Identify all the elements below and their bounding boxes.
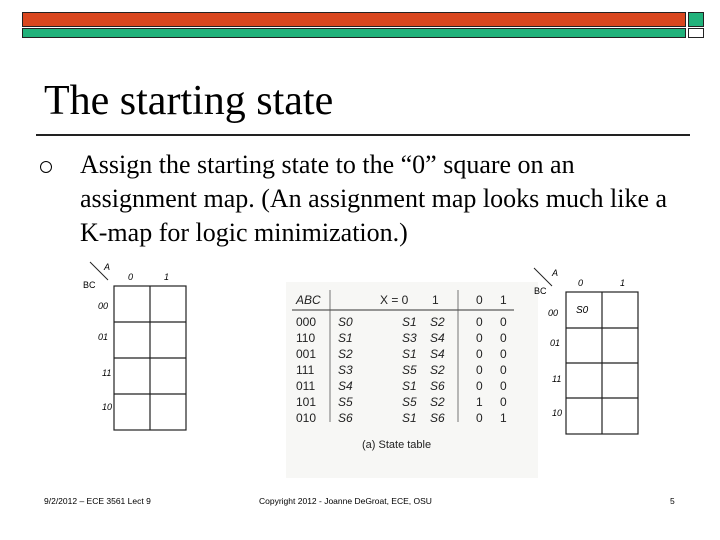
kmap-left-corner-top: A [104, 262, 111, 272]
header-square-white [688, 28, 704, 38]
table-cell-code: 000 [296, 315, 317, 329]
kmap-right-row-1: 01 [550, 338, 561, 348]
table-cell-z1: 0 [500, 331, 507, 345]
footer-date-lecture: 9/2/2012 – ECE 3561 Lect 9 [44, 496, 151, 506]
table-header-1: 1 [432, 293, 439, 307]
kmap-left-row-3: 10 [102, 402, 113, 412]
table-cell-next1: S2 [430, 363, 445, 377]
kmap-right-corner-top: A [552, 268, 559, 278]
table-header-z1: 1 [500, 293, 507, 307]
kmap-right-row-2: 11 [552, 374, 562, 384]
kmap-right-cell-s0: S0 [576, 305, 589, 316]
table-cell-z1: 0 [500, 315, 507, 329]
table-cell-state: S1 [338, 331, 353, 345]
slide-title: The starting state [44, 78, 334, 124]
table-header-x0: X = 0 [380, 293, 409, 307]
kmap-right-row-0: 00 [548, 308, 559, 318]
table-cell-z1: 0 [500, 395, 507, 409]
kmap-left-col-1: 1 [164, 272, 170, 282]
kmap-left [78, 258, 190, 434]
table-cell-next1: S2 [430, 315, 445, 329]
table-cell-z0: 0 [476, 363, 483, 377]
table-cell-z1: 0 [500, 379, 507, 393]
table-cell-state: S6 [338, 411, 353, 425]
state-table [286, 282, 538, 478]
bullet-text: Assign the starting state to the “0” square on an assignment map. (An assignment map looks much like a K-map for logic minimization.) [80, 150, 668, 247]
table-caption: (a) State table [362, 439, 432, 451]
table-cell-code: 101 [296, 395, 317, 409]
table-header-z0: 0 [476, 293, 483, 307]
table-cell-z1: 0 [500, 347, 507, 361]
kmap-left-col-0: 0 [128, 272, 134, 282]
table-cell-state: S3 [338, 363, 353, 377]
kmap-left-row-0: 00 [98, 301, 109, 311]
table-cell-next1: S2 [430, 395, 445, 409]
table-cell-next1: S6 [430, 379, 445, 393]
table-cell-code: 010 [296, 411, 317, 425]
table-cell-z0: 0 [476, 315, 483, 329]
kmap-left-row-1: 01 [98, 332, 109, 342]
table-cell-code: 111 [296, 363, 315, 377]
table-cell-next0: S1 [402, 347, 417, 361]
kmap-right [530, 262, 642, 438]
table-cell-next0: S1 [402, 379, 417, 393]
table-cell-next1: S4 [430, 331, 445, 345]
table-cell-code: 011 [296, 379, 316, 393]
footer-copyright: Copyright 2012 - Joanne DeGroat, ECE, OSU [259, 496, 432, 506]
table-cell-state: S2 [338, 347, 353, 361]
table-cell-next0: S3 [402, 331, 417, 345]
title-divider [36, 134, 690, 136]
table-cell-z1: 0 [500, 363, 507, 377]
table-cell-z0: 0 [476, 379, 483, 393]
table-cell-z0: 1 [476, 395, 483, 409]
table-cell-z1: 1 [500, 411, 507, 425]
bullet-circle-icon [40, 161, 52, 173]
table-cell-z0: 0 [476, 411, 483, 425]
table-cell-state: S0 [338, 315, 353, 329]
kmap-left-corner-bottom: BC [83, 280, 96, 290]
kmap-left-row-2: 11 [102, 368, 112, 378]
table-cell-next0: S5 [402, 363, 417, 377]
kmap-right-row-3: 10 [552, 408, 563, 418]
table-cell-next1: S6 [430, 411, 445, 425]
table-cell-z0: 0 [476, 347, 483, 361]
kmap-right-col-0: 0 [578, 278, 584, 288]
header-square-green [688, 12, 704, 27]
table-cell-state: S4 [338, 379, 353, 393]
table-cell-code: 110 [296, 331, 316, 345]
kmap-right-col-1: 1 [620, 278, 626, 288]
table-cell-next0: S1 [402, 411, 417, 425]
table-cell-state: S5 [338, 395, 353, 409]
footer-page-number: 5 [670, 496, 675, 506]
header-bar-green [22, 28, 686, 38]
table-cell-next0: S5 [402, 395, 417, 409]
kmap-right-corner-bottom: BC [534, 286, 547, 296]
table-cell-next0: S1 [402, 315, 417, 329]
table-header-abc: ABC [296, 293, 321, 307]
table-cell-code: 001 [296, 347, 317, 361]
table-cell-next1: S4 [430, 347, 445, 361]
table-cell-z0: 0 [476, 331, 483, 345]
header-bar-red [22, 12, 686, 27]
